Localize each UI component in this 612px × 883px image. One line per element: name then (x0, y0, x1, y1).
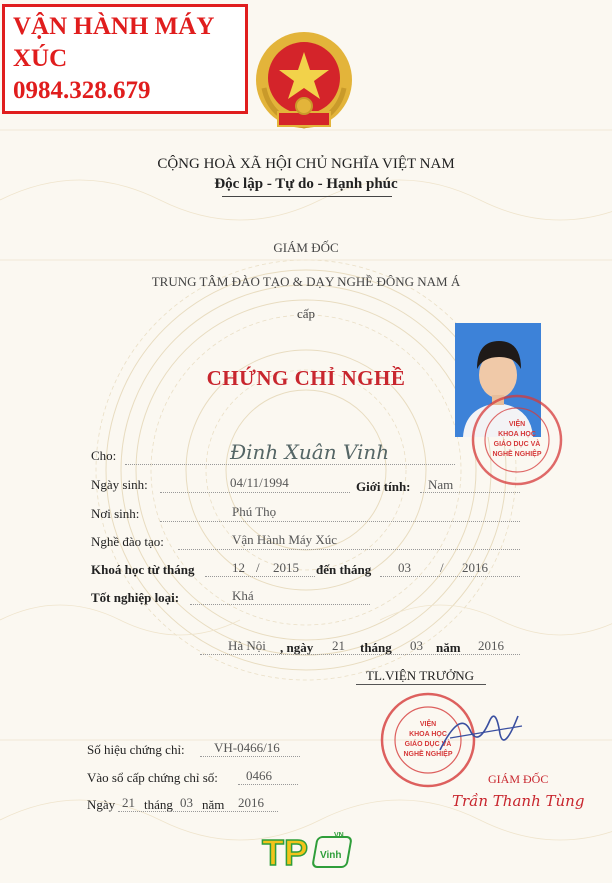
grade-value: Khá (232, 588, 254, 603)
promo-phone: 0984.328.679 (13, 77, 151, 104)
course-slash-1: / (256, 560, 260, 575)
stamp-bottom-center-3: GIÁO DỤC VÀ (404, 741, 452, 748)
stamp-center-3: GIÁO DỤC VÀ (493, 441, 541, 448)
signer-name: Trần Thanh Tùng (452, 792, 585, 810)
serial-dots (200, 756, 300, 757)
book-value: 0466 (246, 768, 272, 783)
site-logo (262, 832, 354, 874)
issue-year: 2016 (478, 638, 504, 653)
course-to-month: 03 (398, 560, 411, 575)
motto-underline (222, 196, 392, 197)
grade-label: Tốt nghiệp loại: (91, 590, 180, 605)
record-month: 03 (180, 795, 193, 810)
course-from-dots (205, 576, 315, 577)
official-stamp-top (462, 392, 572, 488)
issue-date-dots (200, 654, 520, 655)
dob-value: 04/11/1994 (230, 475, 289, 490)
national-motto: Độc lập - Tự do - Hạnh phúc (214, 176, 398, 192)
name-value: Đinh Xuân Vinh (230, 440, 390, 464)
course-slash-2: / (440, 560, 444, 575)
name-dots (125, 464, 455, 465)
promo-line-2: XÚC (13, 45, 68, 72)
issue-year-label: năm (436, 640, 461, 655)
record-year-label: năm (202, 797, 225, 812)
promo-line-1: VẬN HÀNH MÁY (13, 13, 215, 40)
course-from-month: 12 (232, 560, 245, 575)
book-label: Vào sổ cấp chứng chỉ số: (87, 770, 218, 785)
signature-scribble-icon (430, 690, 530, 770)
grade-dots (190, 604, 370, 605)
logo-sub: Vinh (320, 850, 342, 861)
course-to-year: 2016 (462, 560, 488, 575)
record-date-label: Ngày (87, 797, 116, 812)
issue-day-label: , ngày (280, 640, 314, 655)
logo-vn: VN (334, 832, 344, 839)
record-day: 21 (122, 795, 135, 810)
name-label: Cho: (91, 448, 117, 463)
stamp-center-1: VIỆN (508, 421, 526, 428)
signer-underline (356, 684, 486, 685)
issuer-organization: TRUNG TÂM ĐÀO TẠO & DẠY NGHỀ ĐÔNG NAM Á (151, 274, 461, 289)
issue-month-label: tháng (360, 640, 392, 655)
pob-value: Phú Thọ (232, 504, 277, 519)
pob-dots (160, 521, 520, 522)
course-label: Khoá học từ tháng (91, 562, 195, 577)
serial-value: VH-0466/16 (214, 740, 280, 755)
pob-label: Nơi sinh: (91, 506, 140, 521)
trade-value: Vận Hành Máy Xúc (232, 532, 338, 547)
dob-label: Ngày sinh: (91, 477, 148, 492)
serial-label: Số hiệu chứng chỉ: (87, 742, 185, 757)
promo-banner (2, 4, 248, 114)
issue-month: 03 (410, 638, 423, 653)
course-to-dots (380, 576, 520, 577)
stamp-bottom-center-1: VIỆN (419, 721, 437, 728)
country-name: CỘNG HOÀ XÃ HỘI CHỦ NGHĨA VIỆT NAM (157, 156, 455, 172)
gender-dots (420, 492, 520, 493)
stamp-bottom-center-2: KHOA HỌC (409, 731, 447, 738)
trade-label: Nghề đào tạo: (91, 534, 164, 549)
issue-place: Hà Nội (228, 638, 266, 653)
course-from-year: 2015 (273, 560, 299, 575)
record-year: 2016 (238, 795, 264, 810)
trade-dots (178, 549, 520, 550)
issue-day: 21 (332, 638, 345, 653)
record-month-label: tháng (144, 797, 173, 812)
issuer-verb: cấp (296, 306, 316, 321)
gender-value: Nam (428, 477, 454, 492)
certificate-title: CHỨNG CHỈ NGHỀ (206, 366, 406, 390)
stamp-center-4: NGHỀ NGHIỆP (492, 451, 542, 458)
national-emblem-icon (250, 28, 358, 140)
course-to-label: đến tháng (316, 562, 372, 577)
stamp-center-2: KHOA HỌC (498, 431, 536, 438)
record-date-dots (118, 811, 278, 812)
dob-dots (160, 492, 350, 493)
book-dots (238, 784, 298, 785)
stamp-bottom-center-4: NGHỀ NGHIỆP (403, 751, 453, 758)
logo-tp: TP (262, 832, 309, 873)
signer-tl: TL.VIỆN TRƯỞNG (366, 668, 475, 683)
signer-title: GIÁM ĐỐC (488, 772, 549, 786)
issuer-role: GIÁM ĐỐC (273, 240, 339, 255)
gender-label: Giới tính: (356, 479, 411, 494)
